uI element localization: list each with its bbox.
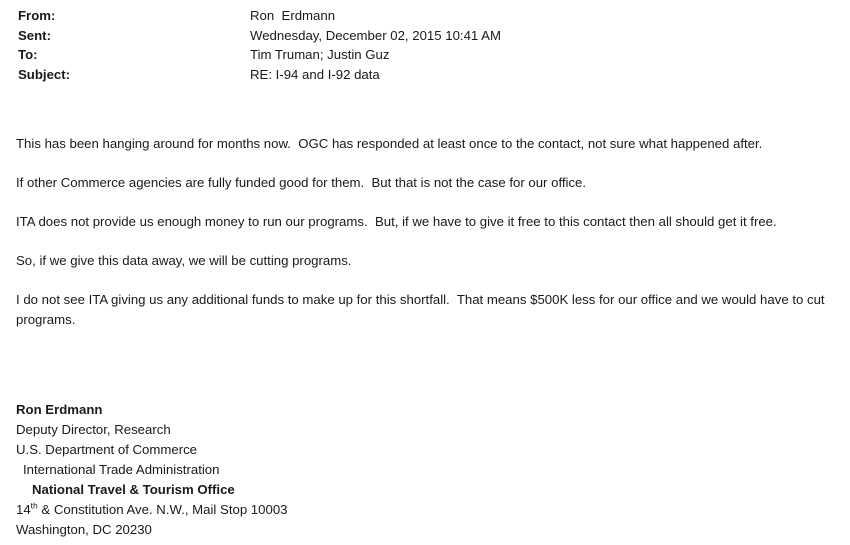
to-row bbox=[18, 47, 818, 67]
email-body bbox=[16, 134, 844, 349]
email-signature bbox=[16, 400, 516, 540]
body-paragraph: So, if we give this data away, we will be cutting programs. bbox=[16, 253, 352, 268]
sent-value: Wednesday, December 02, 2015 10:41 AM bbox=[250, 27, 501, 43]
from-row bbox=[18, 8, 818, 28]
to-value: Tim Truman; Justin Guz bbox=[250, 47, 390, 62]
email-header bbox=[18, 8, 818, 86]
address-number: 14 bbox=[16, 502, 31, 517]
to-label: To: bbox=[18, 47, 38, 62]
subject-label: Subject: bbox=[18, 66, 71, 82]
address-rest: & Constitution Ave. N.W., Mail Stop 10003 bbox=[37, 502, 288, 517]
signature-title: Deputy Director, Research bbox=[16, 422, 171, 437]
sent-label: Sent: bbox=[18, 27, 51, 43]
signature-address bbox=[16, 500, 516, 520]
signature-agency: International Trade Administration bbox=[23, 462, 220, 477]
address-suffix: th bbox=[30, 500, 38, 511]
body-paragraph: I do not see ITA giving us any additional funds to make up for this shortfall. That means $500K less for our office and we would have to cut programs. bbox=[16, 292, 829, 327]
signature-city: Washington, DC 20230 bbox=[16, 522, 152, 537]
sent-row bbox=[18, 28, 818, 48]
signature-department: U.S. Department of Commerce bbox=[16, 442, 198, 457]
subject-row bbox=[18, 67, 818, 87]
body-paragraph: If other Commerce agencies are fully funded good for them. But that is not the case for our office. bbox=[16, 175, 587, 190]
body-paragraph: ITA does not provide us enough money to run our programs. But, if we have to give it free to this contact then all should get it free. bbox=[16, 214, 777, 229]
subject-value: RE: I-94 and I-92 data bbox=[250, 66, 380, 82]
signature-name: Ron Erdmann bbox=[16, 402, 103, 417]
from-value: Ron Erdmann bbox=[250, 8, 336, 23]
body-paragraph: This has been hanging around for months now. OGC has responded at least once to the contact, not sure what happened after. bbox=[16, 136, 763, 151]
signature-office: National Travel & Tourism Office bbox=[32, 482, 235, 497]
from-label: From: bbox=[18, 8, 56, 23]
